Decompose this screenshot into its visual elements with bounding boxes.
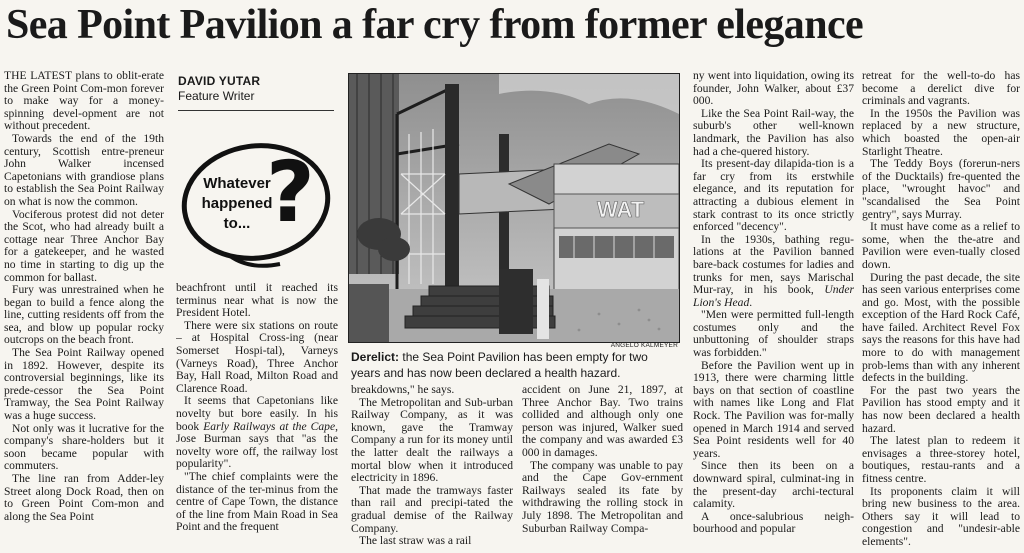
pavilion-illustration <box>349 74 679 342</box>
paragraph: The last straw was a rail <box>359 534 472 548</box>
paragraph: Like the Sea Point Rail-way, the suburb's other well-known landmark, the Pavilion has also had a che-quered history. <box>693 106 854 158</box>
paragraph-text: plans to oblit-erate the Green Point Com-mon forever to make way for a money-spinning devel-opment are not without precedent. <box>4 70 164 133</box>
headline: Sea Point Pavilion a far cry from former elegance <box>6 2 864 48</box>
caption-text: the Sea Point Pavilion has been empty for two years and has now been declared a health hazard. <box>351 350 648 380</box>
byline <box>178 74 338 111</box>
author-name: DAVID YUTAR <box>178 74 261 88</box>
paragraph: retreat for the well-to-do has become a derelict dive for criminals and vagrants. <box>862 70 1020 108</box>
photo-caption <box>351 349 678 381</box>
paragraph: "The chief complaints were the distance of the ter-minus from the centre of Cape Town, the distance of the line from Main Road in Sea Point and the frequent <box>176 469 338 534</box>
paragraph: There were six stations on route – at Hospital Cross-ing (near Somerset Hospi-tal), Varneys (Varneys Road), Three Anchor Bay, Hall Road, Milton Road and Clarence Road. <box>176 318 338 395</box>
paragraph: beachfront until it reached its terminus near what is now the President Hotel. <box>176 282 338 320</box>
paragraph-text: , Jose Burman says that "as the novelty wore off, the railway lost popularity". <box>176 419 338 471</box>
paragraph: The line ran from Adder-ley Street along Dock Road, then on to Green Point Com-mon and along the Sea Point <box>4 472 164 523</box>
paragraph: Fury was unrestrained when he began to build a fence along the line, cutting residents off from the sea, and blow up popular rocky outcrops on the beach front. <box>4 283 164 347</box>
author-role: Feature Writer <box>178 89 255 103</box>
article-column-5 <box>693 70 854 553</box>
paragraph: The Sea Point Railway opened in 1892. However, despite its controversial beginnings, like its prede-cessor the Sea Point Tramway, the Sea Point Railway was a huge success. <box>4 346 164 423</box>
paragraph: A once-salubrious neigh-bourhood and popular <box>693 509 854 536</box>
paragraph: Vociferous protest did not deter the Scot, who had already built a cottage near Three Anchor Bay for a gatekeeper, and he wasted no time in starting to dig up the common for ballast. <box>4 207 164 284</box>
paragraph: During the past decade, the site has seen various enterprises come and go. Most, with the possible exception of the Hard Rock Café, have failed. Architect Revel Fox says the reasons for this have had more to do with management prob-lems than with any inherent defects in the building. <box>862 270 1020 385</box>
book-title: Early Railways at the Cape <box>203 419 336 433</box>
paragraph-text: In the 1930s, bathing regu-lations at the Pavilion banned bare-back costumes for ladies and trunks for men, says Marischal Mur-ray, in his book, <box>693 232 854 297</box>
paragraph: The company was unable to pay and the Cape Gov-ernment Railways sealed its fate by withdrawing the rolling stock in July 1898. The Metropolitan and Suburban Railway Compa- <box>522 458 683 535</box>
article-column-3 <box>351 384 513 553</box>
paragraph: breakdowns," he says. <box>351 384 455 396</box>
badge-line: to... <box>223 215 251 232</box>
paragraph <box>693 234 854 310</box>
paragraph: ny went into liquidation, owing its founder, John Walker, about £37 000. <box>693 70 854 108</box>
caption-lead: Derelict: <box>351 350 400 364</box>
book-title: Under Lion's Head <box>693 283 854 309</box>
building-sign: WAT <box>597 197 645 222</box>
paragraph: That made the tramways faster than rail and precipi-tated the gradual demise of the Railway Company. <box>351 483 513 535</box>
paragraph: Since then its been on a downward spiral, culminat-ing in the present-day archi-tectural calamity. <box>693 459 854 511</box>
article-column-4 <box>522 384 683 553</box>
paragraph: The Teddy Boys (forerun-ners of the Ducktails) fre-quented the place, "wrought havoc" and "scandalised the Sea Point gentry", says Murray. <box>862 157 1020 221</box>
paragraph: Its proponents claim it will bring new business to the area. Others say it will lead to congestion and "undesir-able elements". <box>862 484 1020 548</box>
paragraph: "Men were permitted full-length costumes only and the unbuttoning of shoulder straps was forbidden." <box>693 308 854 360</box>
article-column-6 <box>862 70 1020 553</box>
series-badge <box>180 138 336 273</box>
paragraph: The latest plan to redeem it envisages a three-storey hotel, boutiques, restau-rants and a fitness centre. <box>862 434 1020 485</box>
paragraph-text: It seems that Capetonians like novelty but bore easily. In his book <box>176 394 338 433</box>
badge-line: Whatever <box>203 175 271 192</box>
byline-rule <box>178 110 334 111</box>
paragraph: Not only was it lucrative for the company's share-holders but it soon became popular with commuters. <box>4 421 164 473</box>
paragraph: It must have come as a relief to some, when the the-atre and Pavilion were even-tually closed down. <box>862 220 1020 271</box>
badge-line: happened <box>201 195 273 212</box>
paragraph: Its present-day dilapida-tion is a far cry from its erstwhile elegance, and its reputation for attracting a dubious element in stark contrast to its once strictly enforced "decency". <box>693 157 854 234</box>
paragraph: The Metropolitan and Sub-urban Railway Company, as it was known, gave the Tramway Company a run for its money until the latter dealt the railways a mortal blow when it introduced electricity in 1896. <box>351 395 513 485</box>
photo-credit: ANGELO KALMEYER <box>610 342 678 349</box>
paragraph <box>4 70 164 133</box>
paragraph: For the past two years the Pavilion has stood empty and it has now been declared a health hazard. <box>862 383 1020 435</box>
paragraph: Before the Pavilion went up in 1913, there were charming little bays on that section of coastline with names like Long and Flat Rock. The Pavilion was for-mally opened in March 1914 and served Sea Point residents well for 40 years. <box>693 358 854 460</box>
paragraph <box>176 395 338 471</box>
article-column-2 <box>176 282 338 553</box>
paragraph: In the 1950s the Pavilion was replaced by a new structure, which boasted the open-air Starlight Theatre. <box>862 106 1020 158</box>
pavilion-photo <box>348 73 680 343</box>
paragraph: Towards the end of the 19th century, Scottish entre-preneur John Walker incensed Capetonians with grandiose plans to establish the Sea Point Railway on what is now the common. <box>4 131 164 208</box>
paragraph: accident on June 21, 1897, at Three Anchor Bay. Two trains collided and although only one person was injured, Walker sued the company and was awarded £3 000 in damages. <box>522 384 683 459</box>
article-column-1 <box>4 70 164 553</box>
paragraph-text: . <box>749 295 753 309</box>
lead-in: THE LATEST <box>4 70 72 82</box>
badge-label <box>197 174 277 234</box>
question-mark-icon: ? <box>266 143 315 241</box>
